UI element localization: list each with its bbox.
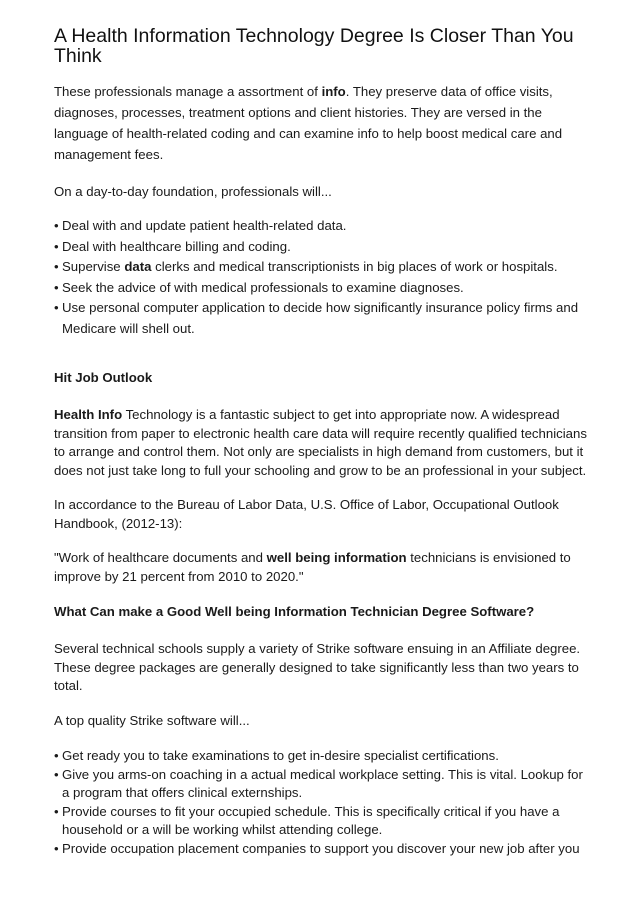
features-list — [54, 747, 588, 858]
list-item-text: Get ready you to take examinations to get in-desire specialist certifications. — [62, 748, 499, 763]
bullet-icon: • — [54, 748, 59, 763]
list-item-bold: data — [124, 259, 152, 274]
page-title: A Health Information Technology Degree Is Closer Than You Think — [54, 25, 574, 67]
quote-text-end: technicians is envisioned to improve by 21 percent from 2010 to 2020." — [54, 550, 571, 584]
bullet-icon: • — [54, 238, 59, 254]
list-item-text: Supervise — [62, 259, 125, 274]
list-item-text: Provide occupation placement companies to support you discover your new job after you — [62, 840, 580, 856]
bullet-icon: • — [54, 259, 59, 274]
bullet-icon: • — [54, 218, 59, 233]
outlook-paragraph — [54, 406, 588, 480]
list-item — [54, 257, 588, 278]
list-item — [54, 840, 588, 859]
quote-bold: well being information — [266, 550, 407, 565]
list-item-text-end: clerks and medical transcriptionists in big places of work or hospitals. — [151, 259, 558, 274]
list-item-text: Seek the advice of with medical professionals to examine diagnoses. — [62, 279, 464, 295]
list-item-text: Deal with and update patient health-related data. — [62, 218, 347, 233]
topquality-paragraph: A top quality Strike software will... — [54, 712, 250, 728]
intro-paragraph — [54, 81, 588, 165]
list-item — [54, 278, 588, 299]
outlook-bold: Health Info — [54, 407, 123, 422]
bullet-icon: • — [54, 840, 59, 856]
intro-text-end: . They preserve data of office visits, diagnoses, processes, treatment options and client histories. They are versed in the language of health-related coding and can examine info to help boost medical care and management fees. — [54, 84, 563, 162]
bullet-icon: • — [54, 279, 59, 295]
list-item-text: Give you arms-on coaching in a actual medical workplace setting. This is vital. Lookup for a program that offers clinical externships. — [62, 766, 583, 800]
quote-paragraph — [54, 549, 588, 586]
outlook-heading: Hit Job Outlook — [54, 370, 153, 385]
outlook-text: Technology is a fantastic subject to get into appropriate now. A widespread transition from paper to electronic health care data will require recently qualified technicians to arrange and control them. Not only are specialists in high demand from customers, but it does not just take long to full your schooling and grow to be an professional in your subject. — [54, 407, 587, 478]
daytoday-paragraph: On a day-to-day foundation, professionals will... — [54, 184, 332, 199]
quote-text: "Work of healthcare documents and — [54, 550, 267, 565]
list-item-text: Use personal computer application to decide how significantly insurance policy firms and Medicare will shell out. — [62, 300, 579, 336]
list-item — [54, 237, 588, 258]
software-intro-paragraph: Several technical schools supply a variety of Strike software ensuing in an Affiliate degree. These degree packages are generally designed to take significantly less than two years to total. — [54, 641, 581, 693]
list-item — [54, 747, 588, 766]
bullet-icon: • — [54, 803, 59, 819]
bullet-icon: • — [54, 766, 59, 782]
list-item — [54, 216, 588, 237]
software-heading: What Can make a Good Well being Information Technician Degree Software? — [54, 604, 535, 619]
intro-bold: info — [321, 84, 346, 99]
list-item — [54, 298, 588, 339]
list-item — [54, 766, 588, 803]
intro-text: These professionals manage a assortment of — [54, 84, 322, 99]
bureau-paragraph: In accordance to the Bureau of Labor Data, U.S. Office of Labor, Occupational Outlook Handbook, (2012-13): — [54, 497, 559, 531]
list-item-text: Provide courses to fit your occupied schedule. This is specifically critical if you have a household or a will be working whilst attending college. — [62, 803, 560, 837]
bullet-icon: • — [54, 300, 59, 315]
duties-list — [54, 216, 588, 339]
list-item — [54, 803, 588, 840]
list-item-text: Deal with healthcare billing and coding. — [62, 238, 291, 254]
